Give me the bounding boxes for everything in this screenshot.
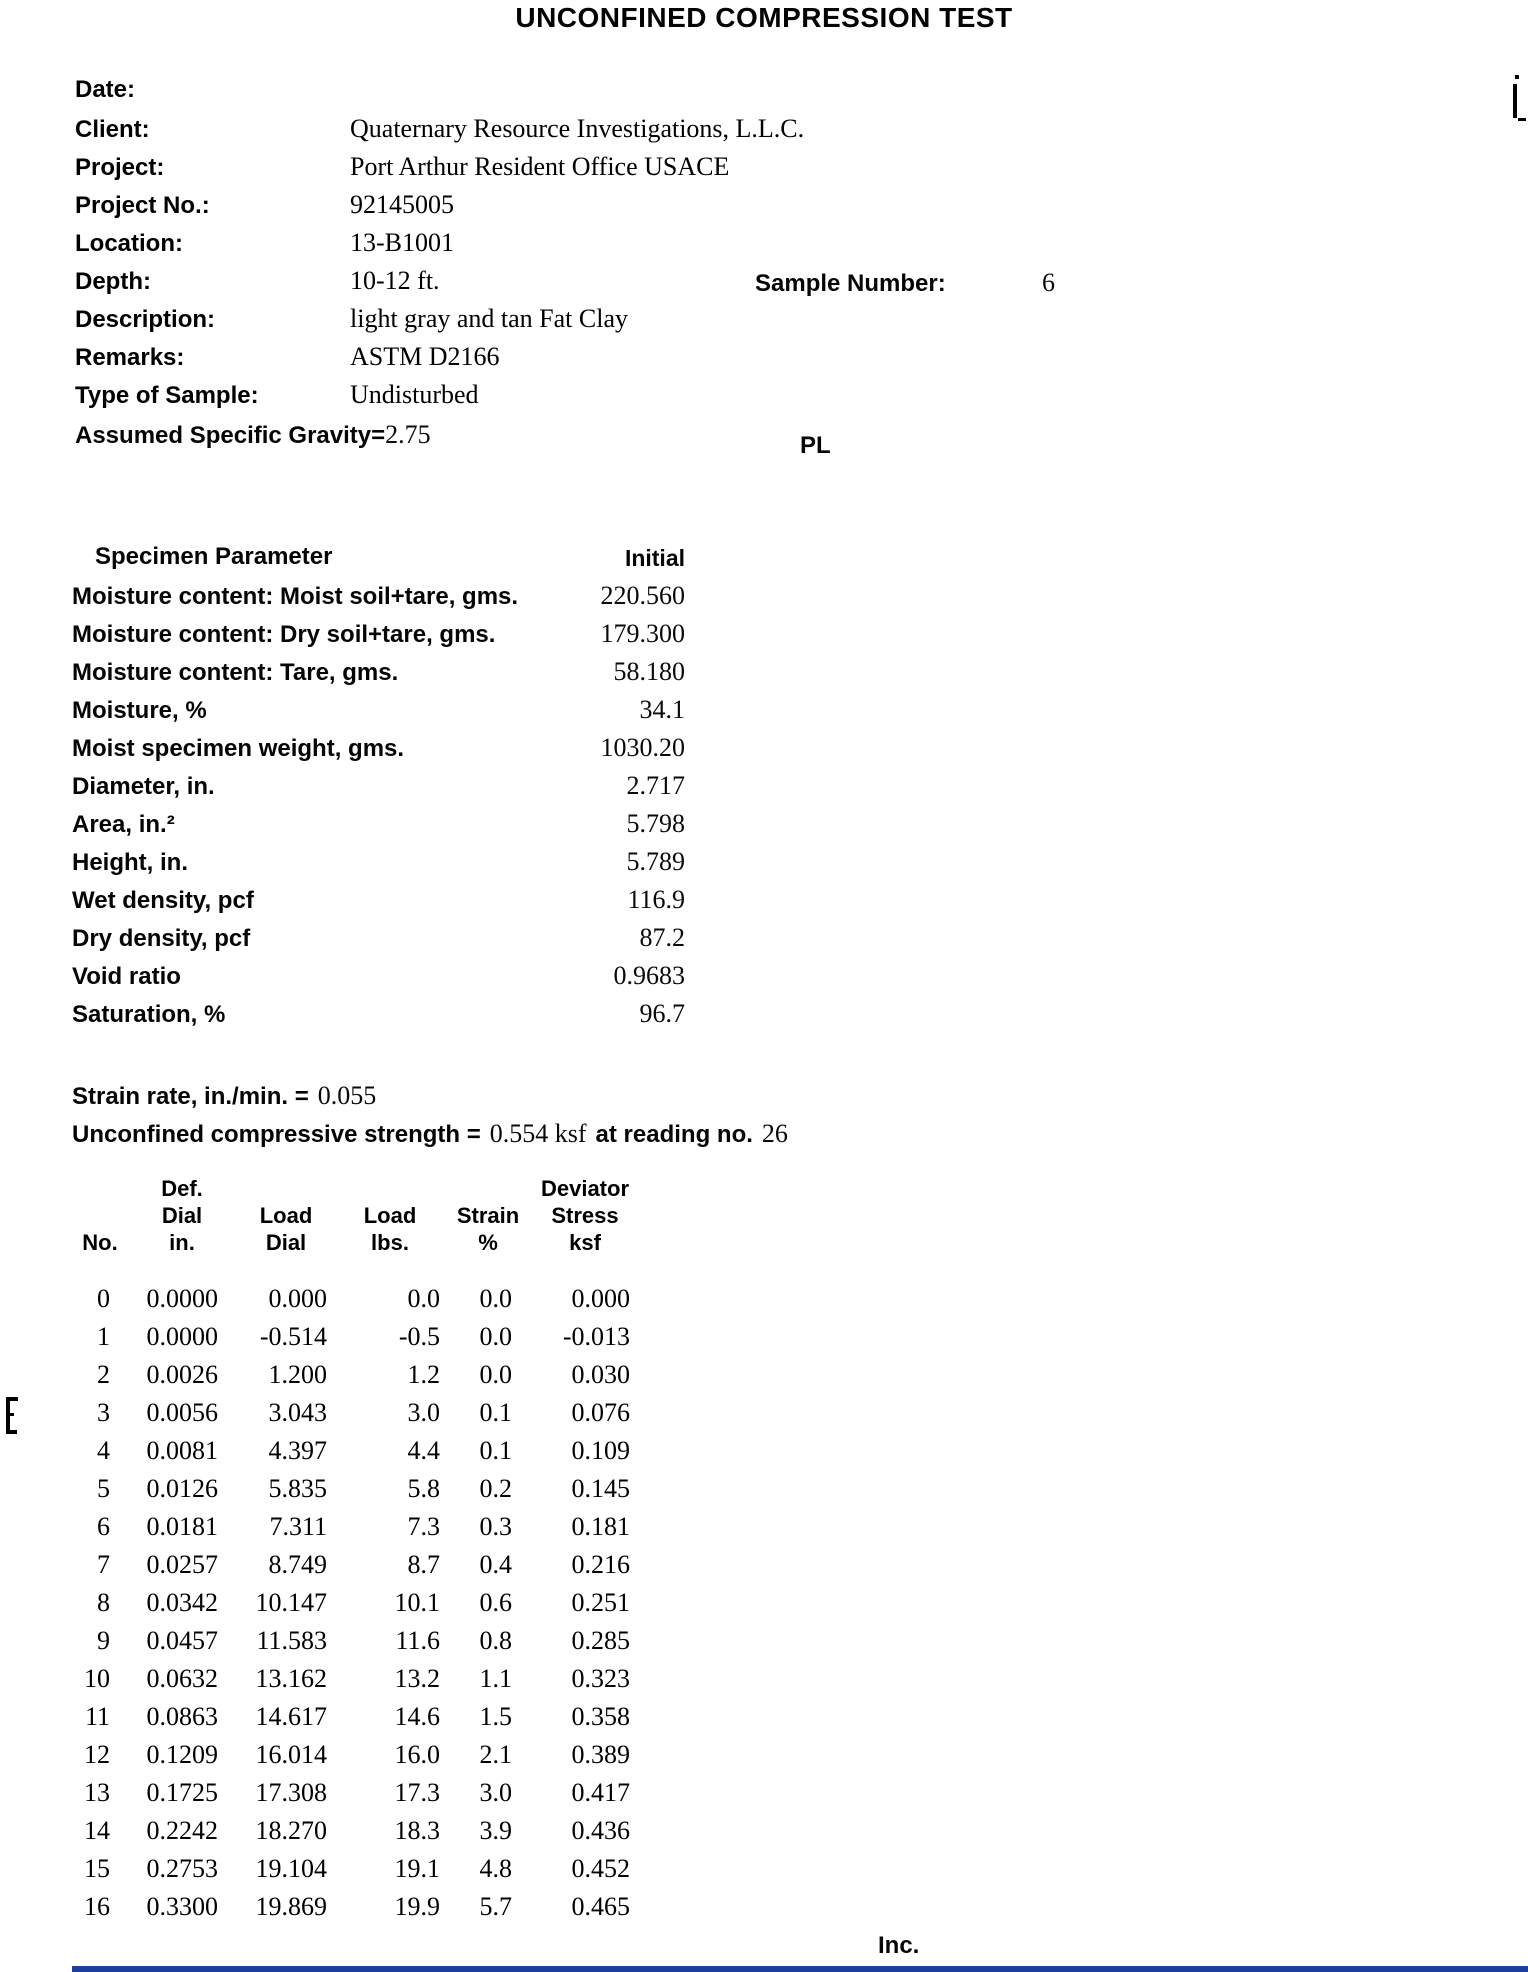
specimen-column-header: Initial — [624, 545, 685, 571]
header-field-row — [75, 190, 804, 228]
scan-artifact-right-edge — [1513, 84, 1517, 118]
specimen-row-value: 2.717 — [626, 771, 685, 800]
cell-load-dial: 0.000 — [268, 1284, 327, 1313]
specimen-row-label: Area, in.² — [72, 811, 175, 838]
specimen-row — [72, 657, 685, 695]
cell-no: 11 — [84, 1702, 110, 1731]
specimen-row-value: 34.1 — [639, 695, 685, 724]
cell-deviator-stress: 0.436 — [571, 1816, 630, 1845]
header-field-value: light gray and tan Fat Clay — [350, 304, 629, 333]
readings-row — [0, 1512, 700, 1550]
cell-strain: 1.5 — [479, 1702, 512, 1731]
specimen-row — [72, 999, 685, 1037]
cell-load-dial: 14.617 — [255, 1702, 327, 1731]
cell-def-dial: 0.0342 — [146, 1588, 218, 1617]
cell-strain: 2.1 — [479, 1740, 512, 1769]
specimen-row-label: Diameter, in. — [72, 773, 215, 800]
specimen-row — [72, 581, 685, 619]
specimen-row-label: Wet density, pcf — [72, 887, 254, 914]
header-field-value: 10-12 ft. — [350, 266, 440, 295]
cell-strain: 0.2 — [479, 1474, 512, 1503]
cell-def-dial: 0.0081 — [146, 1436, 218, 1465]
footer-blue-rule — [72, 1966, 1528, 1972]
specimen-row-label: Moist specimen weight, gms. — [72, 735, 405, 762]
cell-deviator-stress: 0.216 — [571, 1550, 630, 1579]
cell-def-dial: 0.0126 — [146, 1474, 218, 1503]
column-header-strain: Strain % — [456, 1203, 520, 1255]
header-field-label: Remarks: — [75, 344, 185, 371]
ucs-label: Unconfined compressive strength = — [72, 1121, 481, 1148]
cell-load-dial: 11.583 — [256, 1626, 327, 1655]
cell-def-dial: 0.0026 — [146, 1360, 218, 1389]
cell-load-lbs: 18.3 — [394, 1816, 440, 1845]
cell-strain: 3.9 — [479, 1816, 512, 1845]
cell-no: 13 — [84, 1778, 110, 1807]
cell-deviator-stress: 0.076 — [571, 1398, 630, 1427]
cell-strain: 3.0 — [479, 1778, 512, 1807]
cell-deviator-stress: 0.323 — [571, 1664, 630, 1693]
strain-rate-label: Strain rate, in./min. = — [72, 1083, 309, 1110]
cell-no: 3 — [97, 1398, 110, 1427]
header-field-label: Type of Sample: — [75, 382, 259, 409]
cell-def-dial: 0.0457 — [146, 1626, 218, 1655]
cell-deviator-stress: 0.181 — [571, 1512, 630, 1541]
cell-load-dial: 4.397 — [268, 1436, 327, 1465]
readings-row — [0, 1892, 700, 1930]
specimen-row — [72, 809, 685, 847]
header-field-row — [75, 380, 804, 418]
cell-strain: 0.1 — [479, 1436, 512, 1465]
cell-deviator-stress: 0.109 — [571, 1436, 630, 1465]
column-header-deviator-stress: Deviator Stress ksf — [540, 1176, 630, 1255]
cell-load-dial: 5.835 — [268, 1474, 327, 1503]
specimen-row-value: 5.789 — [626, 847, 685, 876]
cell-load-lbs: 0.0 — [407, 1284, 440, 1313]
specimen-row-value: 96.7 — [639, 999, 685, 1028]
ucs-suffix: at reading no. — [595, 1121, 753, 1148]
cell-def-dial: 0.0000 — [146, 1284, 218, 1313]
cell-strain: 5.7 — [479, 1892, 512, 1921]
sample-number — [755, 270, 1155, 304]
specimen-row — [72, 733, 685, 771]
specimen-row — [72, 771, 685, 809]
cell-no: 5 — [97, 1474, 110, 1503]
header-fields — [75, 76, 804, 418]
readings-row — [0, 1816, 700, 1854]
readings-row — [0, 1322, 700, 1360]
cell-load-dial: 10.147 — [255, 1588, 327, 1617]
cell-load-lbs: 10.1 — [394, 1588, 440, 1617]
column-header-load-dial: Load Dial — [259, 1203, 313, 1255]
cell-no: 8 — [97, 1588, 110, 1617]
cell-deviator-stress: 0.465 — [571, 1892, 630, 1921]
header-field-row — [75, 266, 804, 304]
specimen-row-value: 87.2 — [639, 923, 685, 952]
scan-artifact-left-tick-mid — [6, 1413, 14, 1416]
cell-strain: 1.1 — [479, 1664, 512, 1693]
cell-load-dial: 7.311 — [269, 1512, 327, 1541]
cell-deviator-stress: -0.013 — [562, 1322, 630, 1351]
cell-deviator-stress: 0.285 — [571, 1626, 630, 1655]
readings-table — [0, 1284, 700, 1930]
cell-deviator-stress: 0.000 — [571, 1284, 630, 1313]
cell-no: 2 — [97, 1360, 110, 1389]
cell-no: 16 — [84, 1892, 110, 1921]
cell-no: 7 — [97, 1550, 110, 1579]
cell-deviator-stress: 0.389 — [571, 1740, 630, 1769]
cell-no: 9 — [97, 1626, 110, 1655]
cell-load-lbs: 13.2 — [394, 1664, 440, 1693]
cell-def-dial: 0.1209 — [146, 1740, 218, 1769]
scan-artifact-right-dot — [1515, 75, 1519, 79]
column-header-def-dial: Def. Dial in. — [161, 1176, 203, 1255]
specimen-section-title: Specimen Parameter — [95, 543, 333, 570]
cell-load-lbs: 5.8 — [407, 1474, 440, 1503]
cell-no: 6 — [97, 1512, 110, 1541]
scan-artifact-left-tick-bottom — [6, 1430, 17, 1434]
cell-load-dial: -0.514 — [259, 1322, 327, 1351]
cell-def-dial: 0.0181 — [146, 1512, 218, 1541]
header-field-row — [75, 304, 804, 342]
cell-deviator-stress: 0.452 — [571, 1854, 630, 1883]
readings-row — [0, 1702, 700, 1740]
specimen-row-value: 179.300 — [600, 619, 685, 648]
cell-no: 0 — [97, 1284, 110, 1313]
specimen-row-value: 5.798 — [626, 809, 685, 838]
specimen-row-value: 116.9 — [627, 885, 685, 914]
specimen-row-label: Saturation, % — [72, 1001, 226, 1028]
cell-def-dial: 0.0056 — [146, 1398, 218, 1427]
cell-deviator-stress: 0.145 — [571, 1474, 630, 1503]
cell-no: 14 — [84, 1816, 110, 1845]
specimen-row-label: Height, in. — [72, 849, 188, 876]
cell-load-lbs: 1.2 — [407, 1360, 440, 1389]
specimen-row — [72, 885, 685, 923]
cell-load-lbs: 19.1 — [394, 1854, 440, 1883]
specimen-row — [72, 961, 685, 999]
specimen-row-label: Dry density, pcf — [72, 925, 251, 952]
cell-load-lbs: 7.3 — [407, 1512, 440, 1541]
strain-rate-value: 0.055 — [317, 1081, 377, 1110]
readings-row — [0, 1778, 700, 1816]
header-field-value: ASTM D2166 — [350, 342, 500, 371]
compressive-strength-line — [72, 1119, 788, 1149]
specimen-row — [72, 695, 685, 733]
cell-def-dial: 0.0863 — [146, 1702, 218, 1731]
header-field-label: Depth: — [75, 268, 151, 295]
specific-gravity-label: Assumed Specific Gravity= — [75, 422, 386, 449]
cell-def-dial: 0.1725 — [146, 1778, 218, 1807]
cell-def-dial: 0.2242 — [146, 1816, 218, 1845]
header-field-value: Port Arthur Resident Office USACE — [350, 152, 730, 181]
cell-load-dial: 3.043 — [268, 1398, 327, 1427]
cell-deviator-stress: 0.417 — [571, 1778, 630, 1807]
cell-load-lbs: 16.0 — [394, 1740, 440, 1769]
header-field-label: Project: — [75, 154, 165, 181]
cell-load-lbs: 4.4 — [407, 1436, 440, 1465]
cell-def-dial: 0.2753 — [146, 1854, 218, 1883]
readings-row — [0, 1360, 700, 1398]
cell-strain: 0.4 — [479, 1550, 512, 1579]
cell-load-dial: 16.014 — [255, 1740, 327, 1769]
cell-strain: 0.3 — [479, 1512, 512, 1541]
header-field-label: Description: — [75, 306, 216, 333]
cell-def-dial: 0.0632 — [146, 1664, 218, 1693]
column-header-no: No. — [82, 1230, 118, 1255]
header-field-row — [75, 342, 804, 380]
specimen-row — [72, 847, 685, 885]
cell-load-dial: 18.270 — [255, 1816, 327, 1845]
header-field-value: 13-B1001 — [350, 228, 454, 257]
header-field-value: Quaternary Resource Investigations, L.L.C. — [350, 114, 805, 143]
header-field-label: Client: — [75, 116, 150, 143]
header-field-label: Project No.: — [75, 192, 210, 219]
readings-row — [0, 1474, 700, 1512]
specimen-row-value: 1030.20 — [600, 733, 685, 762]
ucs-reading-number: 26 — [761, 1119, 788, 1148]
footer-company-suffix: Inc. — [878, 1932, 920, 1959]
cell-deviator-stress: 0.030 — [571, 1360, 630, 1389]
specimen-row-label: Moisture content: Moist soil+tare, gms. — [72, 583, 519, 610]
specimen-table-header — [0, 543, 1528, 577]
cell-strain: 0.0 — [479, 1322, 512, 1351]
readings-row — [0, 1854, 700, 1892]
cell-load-lbs: 3.0 — [407, 1398, 440, 1427]
cell-strain: 0.0 — [479, 1284, 512, 1313]
readings-row — [0, 1550, 700, 1588]
specimen-row-value: 58.180 — [613, 657, 685, 686]
header-field-label: Location: — [75, 230, 183, 257]
cell-load-lbs: 8.7 — [407, 1550, 440, 1579]
specimen-row-label: Void ratio — [72, 963, 181, 990]
cell-def-dial: 0.0000 — [146, 1322, 218, 1351]
header-field-value: Undisturbed — [350, 380, 479, 409]
cell-strain: 0.8 — [479, 1626, 512, 1655]
cell-def-dial: 0.3300 — [146, 1892, 218, 1921]
cell-no: 4 — [97, 1436, 110, 1465]
readings-row — [0, 1436, 700, 1474]
specimen-row — [72, 923, 685, 961]
cell-load-lbs: 17.3 — [394, 1778, 440, 1807]
specimen-table — [72, 581, 685, 1037]
specimen-row-value: 220.560 — [600, 581, 685, 610]
readings-row — [0, 1284, 700, 1322]
cell-load-dial: 8.749 — [268, 1550, 327, 1579]
cell-def-dial: 0.0257 — [146, 1550, 218, 1579]
sample-number-value: 6 — [1042, 268, 1055, 297]
cell-strain: 4.8 — [479, 1854, 512, 1883]
header-field-label: Date: — [75, 76, 136, 103]
readings-row — [0, 1588, 700, 1626]
readings-row — [0, 1398, 700, 1436]
cell-load-dial: 13.162 — [255, 1664, 327, 1693]
cell-no: 10 — [84, 1664, 110, 1693]
scan-artifact-right-dash — [1518, 118, 1526, 121]
cell-load-lbs: 19.9 — [394, 1892, 440, 1921]
strain-rate-line — [72, 1081, 376, 1111]
specimen-row-label: Moisture, % — [72, 697, 207, 724]
readings-row — [0, 1626, 700, 1664]
specimen-row-value: 0.9683 — [613, 961, 685, 990]
cell-no: 15 — [84, 1854, 110, 1883]
header-field-row — [75, 114, 804, 152]
cell-load-lbs: -0.5 — [398, 1322, 440, 1351]
cell-load-lbs: 14.6 — [394, 1702, 440, 1731]
specimen-row-label: Moisture content: Tare, gms. — [72, 659, 399, 686]
header-field-value: 92145005 — [350, 190, 454, 219]
ucs-value: 0.554 ksf — [489, 1119, 587, 1148]
column-header-load-lbs: Load lbs. — [363, 1203, 417, 1255]
header-field-row — [75, 152, 804, 190]
readings-row — [0, 1740, 700, 1778]
cell-load-dial: 19.104 — [255, 1854, 327, 1883]
readings-row — [0, 1664, 700, 1702]
cell-no: 1 — [97, 1322, 110, 1351]
cell-load-lbs: 11.6 — [395, 1626, 440, 1655]
specific-gravity-value: 2.75 — [385, 420, 431, 449]
readings-table-header — [0, 1170, 700, 1256]
cell-load-dial: 19.869 — [255, 1892, 327, 1921]
header-field-row — [75, 76, 804, 114]
sample-number-label: Sample Number: — [755, 270, 946, 297]
cell-no: 12 — [84, 1740, 110, 1769]
scan-artifact-left-tick-top — [6, 1397, 18, 1401]
specimen-row-label: Moisture content: Dry soil+tare, gms. — [72, 621, 496, 648]
cell-strain: 0.0 — [479, 1360, 512, 1389]
cell-strain: 0.1 — [479, 1398, 512, 1427]
page-title: UNCONFINED COMPRESSION TEST — [515, 2, 1013, 33]
cell-strain: 0.6 — [479, 1588, 512, 1617]
specific-gravity-line — [75, 420, 431, 450]
header-field-row — [75, 228, 804, 266]
pl-label: PL — [800, 432, 831, 459]
cell-load-dial: 17.308 — [255, 1778, 327, 1807]
cell-load-dial: 1.200 — [268, 1360, 327, 1389]
cell-deviator-stress: 0.358 — [571, 1702, 630, 1731]
specimen-row — [72, 619, 685, 657]
cell-deviator-stress: 0.251 — [571, 1588, 630, 1617]
